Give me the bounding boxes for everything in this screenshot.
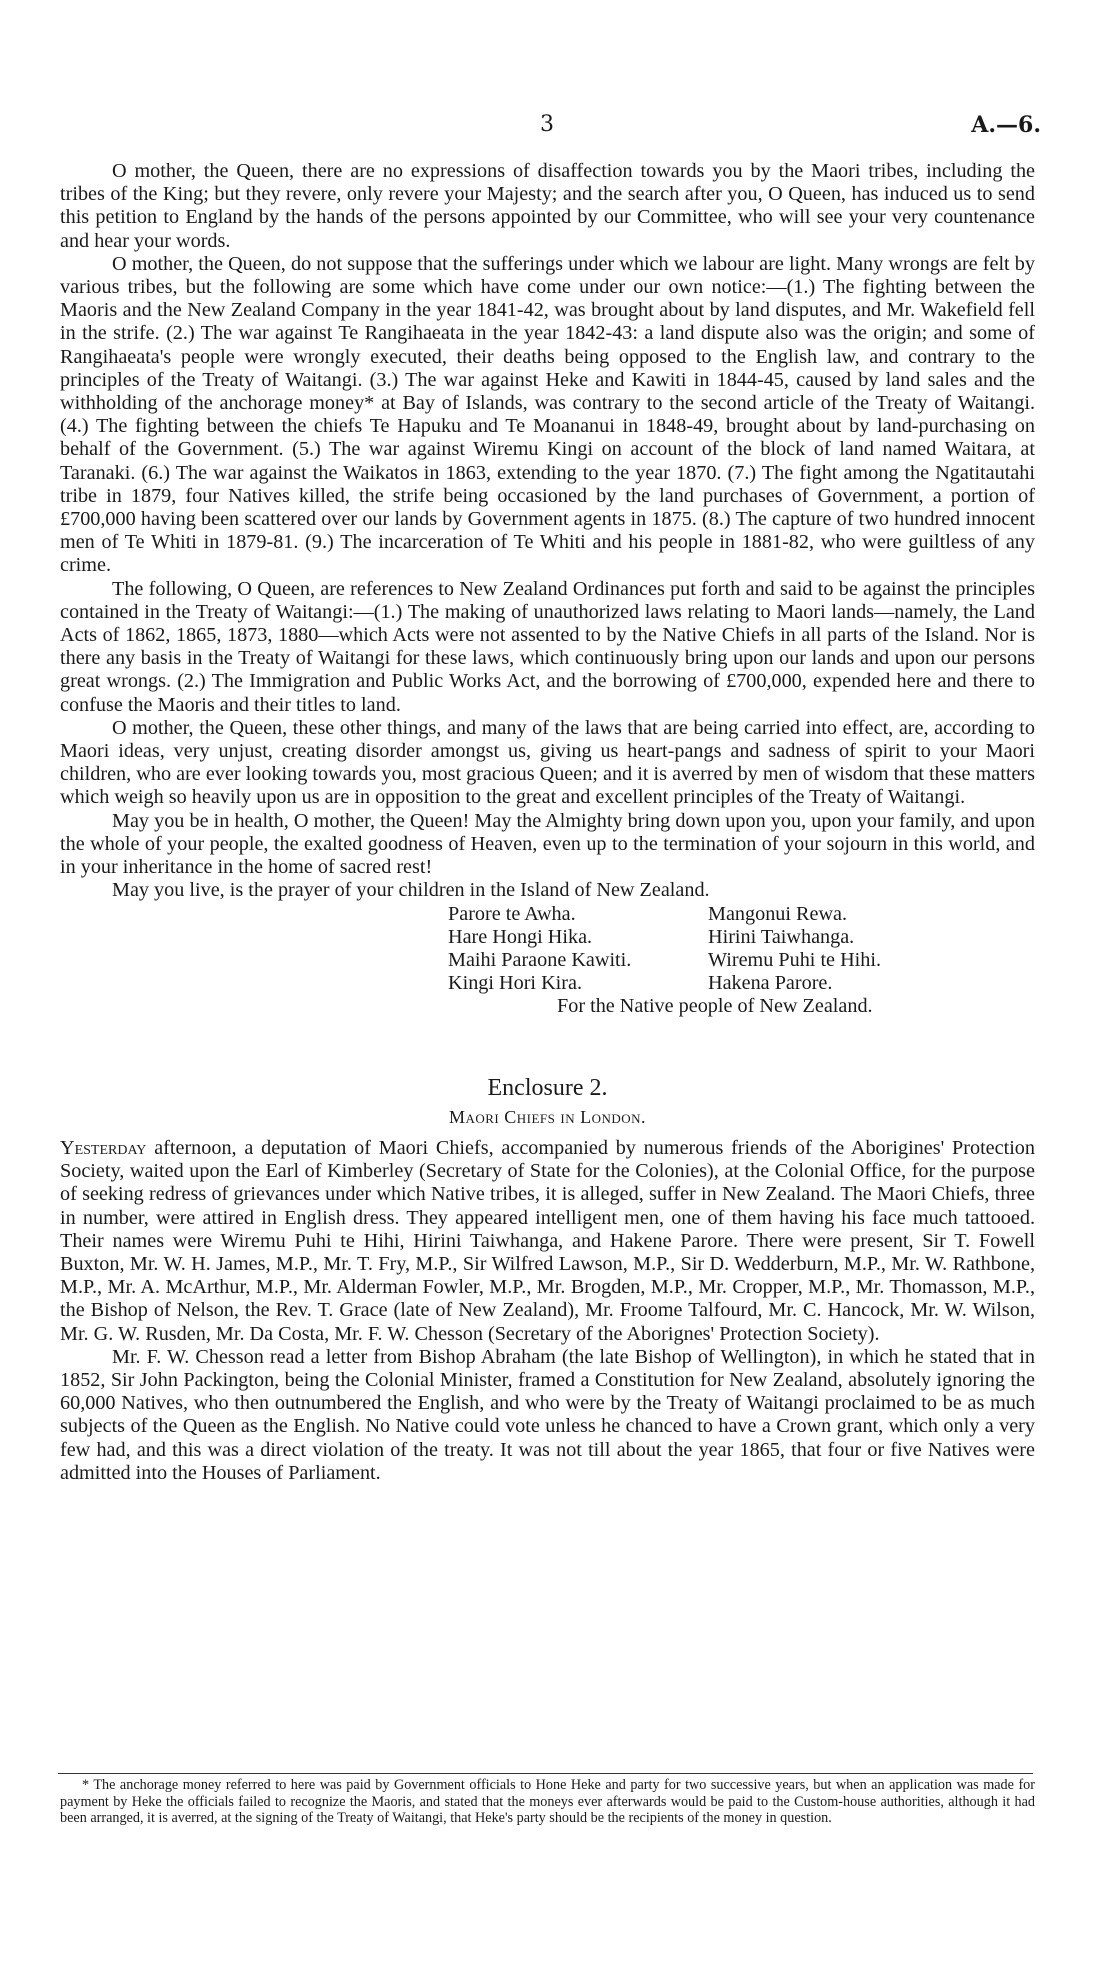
lead-word: Yesterday	[60, 1136, 147, 1159]
signatory-name: Hakena Parore.	[708, 971, 833, 994]
main-text	[60, 160, 1035, 1485]
petition-paragraph: O mother, the Queen, there are no expressions of disaffection towards you by the Maori tribes, including the tribes of the King; but they revere, only revere your Majesty; and the search after you, O Queen, has induced us to send this petition to England by the hands of the persons appointed by our Committee, who will see your very countenance and hear your words.	[60, 160, 1035, 252]
footnote	[60, 1777, 1035, 1827]
enclosure-paragraph-text: afternoon, a deputation of Maori Chiefs, accompanied by numerous friends of the Aborigines' Protection Society, waited upon the Earl of Kimberley (Secretary of State for the Colonies), at the Colonial Office, for the purpose of seeking redress of grievances under which Native tribes, it is alleged, suffer in New Zealand. The Maori Chiefs, three in number, were attired in English dress. They appeared intelligent men, one of them having his face much tattooed. Their names were Wiremu Puhi te Hihi, Hirini Taiwhanga, and Hakene Parore. There were present, Sir T. Fowell Buxton, Mr. W. H. James, M.P., Mr. T. Fry, M.P., Sir Wilfred Lawson, M.P., Sir D. Wedderburn, M.P., Mr. W. Rathbone, M.P., Mr. A. McArthur, M.P., Mr. Alderman Fowler, M.P., Mr. Brogden, M.P., Mr. Cropper, M.P., Mr. Thomasson, M.P., the Bishop of Nelson, the Rev. T. Grace (late of New Zealand), Mr. Froome Talfourd, Mr. C. Hancock, Mr. W. Wilson, Mr. G. W. Rusden, Mr. Da Costa, Mr. F. W. Chesson (Secretary of the Aborignes' Protection Society).	[60, 1136, 1035, 1345]
signatory-name: Parore te Awha.	[448, 902, 576, 925]
footnote-text: * The anchorage money referred to here was paid by Government officials to Hone Heke and party for two successive years, but when an application was made for payment by Heke the officials failed to recognize the Maoris, and stated that the moneys ever afterwards would be paid to the Custom-house authorities, although it had been arranged, it is averred, at the signing of the Treaty of Waitangi, that Heke's party should be the recipients of the money in question.	[60, 1777, 1035, 1826]
page-number: 3	[540, 112, 554, 137]
signature-row	[448, 926, 1008, 949]
footnote-divider	[58, 1773, 1033, 1774]
document-reference: A.—6.	[971, 112, 1041, 138]
signatory-name: Mangonui Rewa.	[708, 902, 848, 925]
signature-row	[448, 903, 1008, 926]
petition-paragraph: The following, O Queen, are references to New Zealand Ordinances put forth and said to be against the principles contained in the Treaty of Waitangi:—(1.) The making of unauthorized laws relating to Maori lands—namely, the Land Acts of 1862, 1865, 1873, 1880—which Acts were not assented to by the Native Chiefs in all parts of the Island. Nor is there any basis in the Treaty of Waitangi for these laws, which continuously bring upon our lands and upon our persons great wrongs. (2.) The Immigration and Public Works Act, and the borrowing of £700,000, expended here and there to confuse the Maoris and their titles to land.	[60, 577, 1035, 716]
petition-paragraph: O mother, the Queen, these other things, and many of the laws that are being carried into effect, are, according to Maori ideas, very unjust, creating disorder amongst us, giving us heart-pangs and sadness of spirit to your Maori children, who are ever looking towards you, most gracious Queen; and it is averred by men of wisdom that these matters which weigh so heavily upon us are in opposition to the great and excellent principles of the Treaty of Waitangi.	[60, 716, 1035, 809]
signature-footer: For the Native people of New Zealand.	[557, 994, 873, 1017]
petition-closing: May you live, is the prayer of your children in the Island of New Zealand.	[112, 879, 710, 902]
signatory-name: Maihi Paraone Kawiti.	[448, 948, 632, 971]
signatory-name: Kingi Hori Kira.	[448, 971, 582, 994]
signature-row	[448, 949, 1008, 972]
signatory-name: Hirini Taiwhanga.	[708, 925, 855, 948]
signatures-block	[60, 903, 1035, 1019]
enclosure-subtitle: Maori Chiefs in London.	[448, 1106, 647, 1127]
enclosure-title: Enclosure 2.	[487, 1074, 608, 1101]
enclosure-paragraph	[60, 1137, 1035, 1346]
enclosure-paragraph: Mr. F. W. Chesson read a letter from Bishop Abraham (the late Bishop of Wellington), in which he stated that in 1852, Sir John Packington, being the Colonial Minister, framed a Constitution for New Zealand, absolutely ignoring the 60,000 Natives, who then outnumbered the English, and who were by the Treaty of Waitangi proclaimed to be as much subjects of the Queen as the English. No Native could vote unless he chanced to have a Crown grant, which only a very few had, and this was a direct violation of the treaty. It was not till about the year 1865, that four or five Natives were admitted into the Houses of Parliament.	[60, 1345, 1035, 1484]
petition-paragraph: O mother, the Queen, do not suppose that the sufferings under which we labour are light. Many wrongs are felt by various tribes, but the following are some which have come under our own notice:—(1.) The fighting between the Maoris and the New Zealand Company in the year 1841-42, was brought about by land disputes, and Mr. Wakefield fell in the strife. (2.) The war against Te Rangihaeata in the year 1842-43: a land dispute also was the origin; and some of Rangihaeata's people were wrongly executed, their deaths being opposed to the English law, and contrary to the principles of the Treaty of Waitangi. (3.) The war against Heke and Kawiti in 1844-45, caused by land sales and the withholding of the anchorage money* at Bay of Islands, was contrary to the second article of the Treaty of Waitangi. (4.) The fighting between the chiefs Te Hapuku and Te Moananui in 1848-49, brought about by land-purchasing on behalf of the Government. (5.) The war against Wiremu Kingi on account of the block of land named Waitara, at Taranaki. (6.) The war against the Waikatos in 1863, extending to the year 1870. (7.) The fight among the Ngatitautahi tribe in 1879, four Natives killed, the strife being occasioned by the land purchases of Government, a portion of £700,000 having been scattered over our lands by Government agents in 1875. (8.) The capture of two hundred innocent men of Te Whiti in 1879-81. (9.) The incarceration of Te Whiti and his people in 1881-82, who were guiltless of any crime.	[60, 252, 1035, 577]
signatory-name: Hare Hongi Hika.	[448, 925, 593, 948]
signature-row	[448, 972, 1008, 995]
signatory-name: Wiremu Puhi te Hihi.	[708, 948, 882, 971]
petition-paragraph: May you be in health, O mother, the Queen! May the Almighty bring down upon you, upon your family, and upon the whole of your people, the exalted goodness of Heaven, even up to the termination of your sojourn in this world, and in your inheritance in the home of sacred rest!	[60, 809, 1035, 879]
